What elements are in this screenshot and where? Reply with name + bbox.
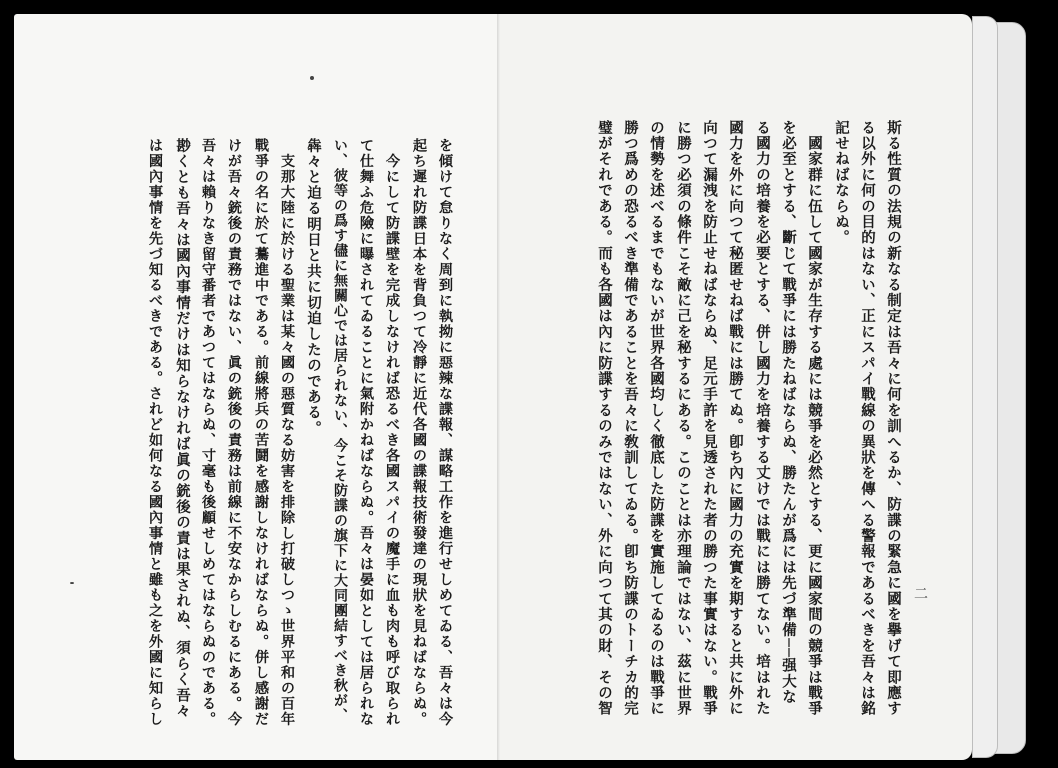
text-column: 向つて漏洩を防止せねばならぬ、足元手許を見透された者の勝つた事實はない。戰爭 bbox=[701, 120, 718, 717]
text-column: 起ち遲れ防諜日本を背負つて冷靜に近代各國の諜報技術發達の現狀を見ねばならぬ。 bbox=[411, 138, 427, 727]
text-column: 支那大陸に於ける聖業は某々國の惡質なる妨害を排除し打破しつゝ世界平和の百年 bbox=[279, 138, 295, 727]
text-column: 國力を外に向つて秘匿せねば戰には勝てぬ。卽ち內に國力の充實を期すると共に外に bbox=[727, 120, 744, 717]
text-column: 犇々と迫る明日と共に切迫したのである。 bbox=[305, 138, 322, 437]
text-column: て仕舞ふ危險に曝されてゐることに氣附かねばならぬ。吾々は晏如としては居られな bbox=[358, 138, 374, 727]
text-column: 吾々は賴りなき留守番者であつてはならぬ、寸毫も後顧せしめてはならぬのである。 bbox=[200, 138, 216, 727]
text-column: る國力の培養を必要とする、併し國力を培養する丈けでは戰には勝てない。培はれた bbox=[754, 120, 771, 717]
text-column: 斯る性質の法規の新なる制定は吾々に何を訓へるか、防諜の緊急に國を擧げて即應す bbox=[885, 120, 902, 717]
text-column: を必至とする、斷じて戰爭には勝たねばならぬ、勝たんが爲には先づ準備──强大な bbox=[780, 120, 797, 706]
left-page bbox=[14, 14, 500, 760]
text-column: 尠くとも吾々は國內事情だけは知らなければ眞の銃後の責は果されぬ、須らく吾々 bbox=[174, 138, 191, 719]
text-column: を傾けて怠りなく周到に執拗に惡辣な諜報、謀略工作を進行せしめてゐる、吾々は今 bbox=[437, 138, 453, 727]
text-column: に勝つ必須の條件こそ敵に己を秘するにある。このことは亦理論ではない、茲に世界 bbox=[675, 120, 692, 717]
ink-speck bbox=[310, 76, 314, 80]
text-column: 今にして防諜壁を完成しなければ恐るべき各國スパイの魔手に血も肉も呼び取られ bbox=[384, 138, 400, 727]
text-column: い、彼等の爲す儘に無關心では居られない、今こそ防諜の旗下に大同團結すべき秋が、 bbox=[332, 138, 348, 723]
text-column: の情勢を述べるまでもないが世界各國均しく徹底した防諜を實施してゐるのは戰爭に bbox=[648, 120, 665, 717]
right-page bbox=[500, 14, 972, 760]
text-column: 國家群に伍して國家が生存する處には競爭を必然とする、更に國家間の競爭は戰爭 bbox=[806, 120, 823, 717]
text-column: 勝つ爲めの恐るべき準備であることを吾々に敎訓してゐる。卽ち防諜のトーチカ的完 bbox=[622, 120, 639, 717]
text-column: 璧がそれである。而も各國は內に防諜するのみではない、外に向つて其の財、その智 bbox=[596, 120, 613, 717]
text-column: けが吾々銃後の責務ではない、眞の銃後の責務は前線に不安なからしむるにある。今 bbox=[226, 138, 242, 727]
page-number: 二 bbox=[912, 586, 928, 600]
text-column: る以外に何の目的はない、正にスパイ戰線の異狀を傳へる警報であるべきを吾々は銘 bbox=[859, 120, 876, 717]
text-column: 記せねばならぬ。 bbox=[833, 120, 850, 246]
ink-speck bbox=[70, 582, 74, 584]
text-column: は國內事情を先づ知るべきである。されど如何なる國內事情と雖も之を外國に知らし bbox=[147, 138, 163, 727]
text-column: 戰爭の名に於て驀進中である。前線將兵の苦鬪を感謝しなければならぬ。併し感謝だ bbox=[253, 138, 269, 727]
page-stack-edge bbox=[972, 16, 998, 758]
